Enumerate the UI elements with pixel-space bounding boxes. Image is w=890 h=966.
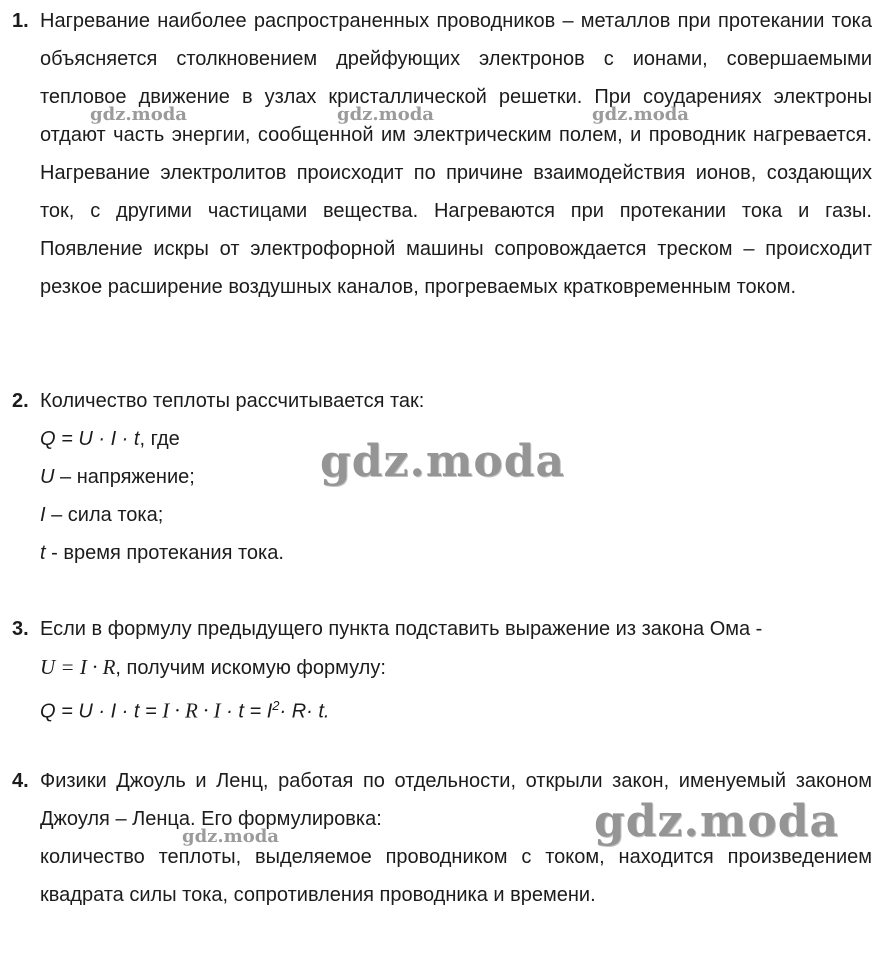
answer-body [40, 610, 872, 731]
law-statement: количество теплоты, выделяемое проводником с током, находится произведением квадрата силы тока, сопротивления проводника и времени. [40, 846, 872, 906]
answer-2 [12, 382, 872, 572]
definition: – напряжение; [54, 466, 195, 488]
answer-intro: Если в формулу предыдущего пункта подставить выражение из закона Ома - [40, 618, 763, 640]
watermark: gdz.moda [182, 826, 279, 847]
ohm-law: U = I · R [40, 655, 116, 679]
definition: - время протекания тока. [45, 542, 284, 564]
symbol: t [40, 542, 46, 564]
definition-voltage [40, 458, 872, 496]
formula-suffix: , где [139, 428, 180, 450]
formula-part: Q = U · I · t = [40, 700, 163, 723]
answer-3 [12, 610, 872, 731]
formula-exponent: 2 [272, 698, 280, 713]
answer-body [40, 762, 872, 914]
answer-intro: Количество теплоты рассчитывается так: [40, 390, 425, 412]
answer-number: 4. [12, 770, 29, 792]
watermark: gdz.moda [320, 436, 566, 487]
definition-time [40, 534, 872, 572]
definition: – сила тока; [45, 504, 164, 526]
ohm-suffix: , получим искомую формулу: [115, 657, 386, 679]
answer-1 [12, 2, 872, 306]
answer-number: 1. [12, 10, 29, 32]
formula-line [40, 420, 872, 458]
watermark: gdz.moda [594, 796, 840, 847]
formula-part: · R· t. [279, 700, 330, 723]
symbol: I [40, 504, 46, 526]
formula-part: · t = I [220, 700, 273, 723]
watermark: gdz.moda [337, 104, 434, 125]
ohm-line [40, 648, 872, 687]
answer-4 [12, 762, 872, 914]
heat-formula: Q = U · I · t [40, 428, 140, 450]
answer-text: Физики Джоуль и Ленц, работая по отдельности, открыли закон, именуемый законом Джоуля – Ленца. Его формулировка: [40, 770, 872, 830]
formula-part: I · R · I [162, 698, 221, 723]
watermark: gdz.moda [90, 104, 187, 125]
joule-formula [40, 687, 872, 731]
answer-number: 3. [12, 618, 29, 640]
answer-number: 2. [12, 390, 29, 412]
answer-body [40, 382, 872, 572]
answer-text: Нагревание наиболее распространенных проводников – металлов при протекании тока объясняется столкновением дрейфующих электронов с ионами, совершаемыми тепловое движение в узлах кристаллической решетки. При соударениях электроны отдают часть энергии, сообщенной им электрическим полем, и проводник нагревается. Нагревание электролитов происходит по причине взаимодействия ионов, создающих ток, с другими частицами вещества. Нагреваются при протекании тока и газы. Появление искры от электрофорной машины сопровождается треском – происходит резкое расширение воздушных каналов, прогреваемых кратковременным током. [40, 10, 872, 298]
symbol: U [40, 466, 55, 488]
definition-current [40, 496, 872, 534]
watermark: gdz.moda [592, 104, 689, 125]
